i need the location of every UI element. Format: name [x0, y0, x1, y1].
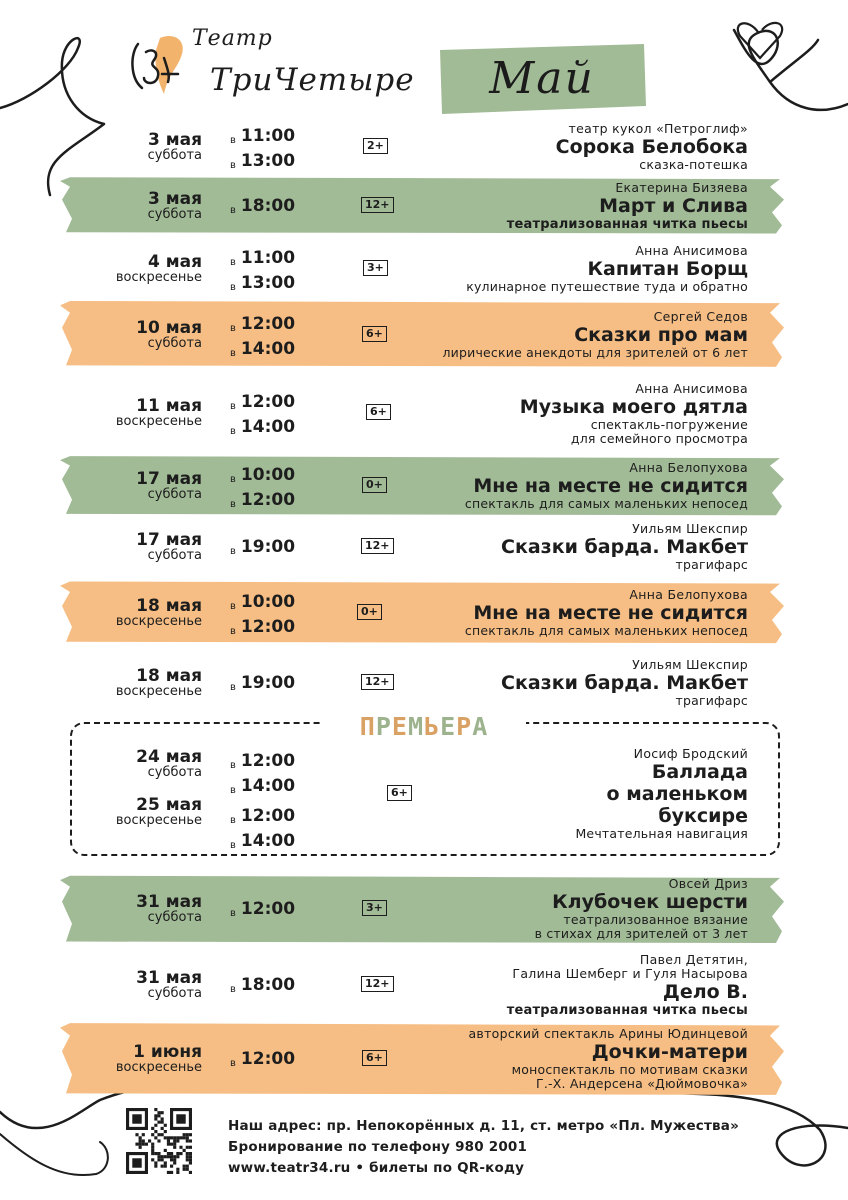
event-info	[228, 1027, 748, 1091]
event-weekday: суббота	[147, 336, 202, 351]
event-title: Сорока Белобока	[555, 136, 748, 158]
time-prefix: в	[230, 626, 236, 637]
age-rating-badge: 6+	[366, 404, 391, 420]
event-description: моноспектакль по мотивам сказки	[511, 1062, 748, 1077]
time-value: 10:00	[240, 465, 296, 485]
time-value: 14:00	[240, 339, 296, 359]
event-day	[70, 319, 202, 351]
premiere-letter: Р	[456, 712, 473, 741]
age-rating-badge: 3+	[362, 900, 387, 916]
event-date: 25 мая	[136, 795, 202, 815]
time-prefix: в	[230, 348, 236, 359]
event-info	[228, 658, 748, 708]
event-weekday: суббота	[147, 910, 202, 925]
age-rating-badge: 12+	[361, 674, 394, 690]
event-day	[70, 969, 202, 1001]
time-prefix: в	[230, 160, 236, 171]
time-prefix: в	[230, 1058, 236, 1069]
time-prefix: в	[230, 682, 236, 693]
footer-address: Наш адрес: пр. Непокорённых д. 11, ст. метро «Пл. Мужества»	[228, 1118, 739, 1134]
event-author: Овсей Дриз	[668, 876, 748, 891]
time-value: 14:00	[240, 831, 296, 851]
event-title: о маленьком	[606, 783, 748, 805]
event-weekday: суббота	[147, 548, 202, 563]
event-info	[228, 244, 748, 294]
time-value: 14:00	[240, 776, 296, 796]
time-value: 13:00	[240, 273, 296, 293]
event-description: сказка-потешка	[639, 157, 748, 172]
time-value: 12:00	[240, 617, 296, 637]
event-day	[70, 667, 202, 699]
time-value: 10:00	[240, 592, 296, 612]
event-title: Мне на месте не сидится	[473, 475, 748, 497]
time-value: 18:00	[240, 196, 296, 216]
event-date: 31 мая	[136, 968, 202, 988]
event-title: Дело В.	[662, 980, 748, 1003]
event-info	[228, 382, 748, 446]
time-prefix: в	[230, 546, 236, 557]
premiere-letter: Р	[375, 712, 392, 741]
time-value: 12:00	[240, 751, 296, 771]
premiere-frame	[70, 722, 780, 856]
time-prefix: в	[230, 205, 236, 216]
event-day	[70, 470, 202, 502]
time-prefix: в	[230, 840, 236, 851]
time-prefix: в	[230, 815, 236, 826]
premiere-letter: Ь	[424, 712, 441, 741]
age-rating-badge: 6+	[362, 326, 387, 342]
event-day	[70, 253, 202, 285]
event-title: Сказки про мам	[574, 324, 748, 346]
event-info	[228, 877, 748, 941]
event-description: лирические анекдоты для зрителей от 6 лет	[442, 345, 748, 360]
event-description: театрализованная читка пьесы	[506, 216, 748, 232]
time-value: 12:00	[240, 392, 296, 412]
event-row	[0, 518, 848, 576]
event-row	[0, 380, 848, 446]
age-rating-badge: 3+	[363, 260, 388, 276]
event-row	[0, 298, 848, 372]
time-prefix: в	[230, 135, 236, 146]
event-date: 24 мая	[136, 747, 202, 767]
age-rating-badge: 0+	[357, 604, 382, 620]
event-weekday: воскресенье	[115, 684, 202, 699]
event-description: театрализованное вязание	[563, 912, 748, 927]
event-weekday: суббота	[147, 765, 202, 780]
time-prefix: в	[230, 323, 236, 334]
event-title: Сказки барда. Макбет	[501, 536, 748, 558]
event-day	[70, 131, 202, 163]
event-description: спектакль для самых маленьких непосед	[464, 623, 748, 638]
footer-website[interactable]: www.teatr34.ru • билеты по QR-коду	[228, 1160, 525, 1176]
premiere-letter: П	[359, 712, 376, 741]
event-weekday: суббота	[147, 148, 202, 163]
time-prefix: в	[230, 984, 236, 995]
event-description: для семейного просмотра	[570, 431, 748, 446]
time-prefix: в	[230, 908, 236, 919]
event-description: Г.-Х. Андерсена «Дюймовочка»	[536, 1076, 748, 1091]
event-title: Дочки-матери	[591, 1041, 748, 1063]
time-prefix: в	[230, 282, 236, 293]
logo-mark-icon	[124, 30, 192, 98]
event-date: 4 мая	[147, 252, 202, 272]
event-title: Мне на месте не сидится	[473, 602, 748, 624]
premiere-letter: Е	[391, 712, 408, 741]
event-description: спектакль для самых маленьких непосед	[464, 496, 748, 511]
event-title: Музыка моего дятла	[519, 396, 748, 418]
time-prefix: в	[230, 601, 236, 612]
event-info	[228, 588, 748, 638]
time-prefix: в	[230, 474, 236, 485]
age-rating-badge: 12+	[361, 976, 394, 992]
time-prefix: в	[230, 760, 236, 771]
event-date: 3 мая	[147, 189, 202, 209]
premiere-label	[322, 712, 526, 742]
event-author: Анна Белопухова	[629, 587, 748, 602]
event-row	[0, 950, 848, 1020]
time-prefix: в	[230, 401, 236, 412]
time-prefix: в	[230, 785, 236, 796]
qr-code-icon[interactable]	[126, 1108, 192, 1174]
event-title: Капитан Борщ	[587, 258, 748, 280]
event-info	[228, 310, 748, 360]
event-author: Уильям Шекспир	[632, 521, 748, 536]
event-description: театрализованная читка пьесы	[506, 1002, 748, 1018]
event-row	[0, 240, 848, 298]
time-value: 12:00	[240, 899, 296, 919]
premiere-letter: Е	[440, 712, 457, 741]
time-value: 12:00	[240, 490, 296, 510]
age-rating-badge: 6+	[362, 1050, 387, 1066]
event-author: Уильям Шекспир	[632, 657, 748, 672]
event-day	[70, 397, 202, 429]
event-description: в стихах для зрителей от 3 лет	[534, 926, 748, 941]
age-rating-badge: 12+	[361, 538, 394, 554]
event-date: 10 мая	[136, 318, 202, 338]
time-value: 19:00	[240, 673, 296, 693]
event-weekday: суббота	[147, 986, 202, 1001]
event-author: Анна Анисимова	[635, 381, 748, 396]
event-description: трагифарс	[675, 693, 748, 708]
logo-word-big: ТриЧетыре	[210, 62, 415, 98]
age-rating-badge: 12+	[361, 197, 394, 213]
event-author: авторский спектакль Арины Юдинцевой	[468, 1026, 748, 1041]
event-row	[0, 118, 848, 176]
event-info	[228, 953, 748, 1018]
time-value: 12:00	[240, 1049, 296, 1069]
month-title: Май	[489, 53, 595, 104]
age-rating-badge: 2+	[363, 138, 388, 154]
event-author: Павел Детятин,	[639, 951, 748, 967]
time-value: 11:00	[240, 126, 296, 146]
event-date: 18 мая	[136, 596, 202, 616]
event-title: Баллада	[651, 761, 748, 783]
event-weekday: суббота	[147, 207, 202, 222]
event-description: кулинарное путешествие туда и обратно	[466, 279, 748, 294]
event-info	[228, 522, 748, 572]
theatre-logo	[124, 24, 424, 108]
premiere-letter: М	[407, 712, 424, 741]
event-title: Сказки барда. Макбет	[501, 672, 748, 694]
footer-phone: Бронирование по телефону 980 2001	[228, 1139, 528, 1155]
event-date: 3 мая	[147, 130, 202, 150]
event-date: 11 мая	[136, 396, 202, 416]
time-prefix: в	[230, 499, 236, 510]
event-day	[70, 1043, 202, 1075]
event-date: 1 июня	[133, 1042, 202, 1062]
event-info	[228, 461, 748, 511]
time-value: 13:00	[240, 151, 296, 171]
event-weekday: воскресенье	[115, 813, 202, 828]
premiere-letter: А	[472, 712, 489, 741]
time-value: 18:00	[240, 975, 296, 995]
event-date: 17 мая	[136, 469, 202, 489]
event-row	[0, 872, 848, 946]
event-weekday: воскресенье	[115, 614, 202, 629]
event-row	[0, 1020, 848, 1098]
time-value: 14:00	[240, 417, 296, 437]
time-value: 11:00	[240, 248, 296, 268]
event-title: Март и Слива	[599, 194, 748, 217]
event-date: 18 мая	[136, 666, 202, 686]
event-day	[70, 597, 202, 629]
event-description: Галина Шемберг и Гуля Насырова	[512, 965, 748, 981]
time-value: 12:00	[240, 314, 296, 334]
event-day	[70, 531, 202, 563]
event-title: Клубочек шерсти	[552, 891, 748, 913]
event-info	[228, 181, 748, 232]
event-row	[0, 174, 848, 238]
event-author: Сергей Седов	[653, 309, 748, 324]
event-day	[70, 893, 202, 925]
event-author: Екатерина Бизяева	[615, 179, 748, 195]
event-date: 17 мая	[136, 530, 202, 550]
event-row	[0, 578, 848, 648]
event-weekday: воскресенье	[115, 1060, 202, 1075]
age-rating-badge: 0+	[362, 477, 387, 493]
footer-contacts	[228, 1116, 739, 1179]
event-title: буксире	[658, 805, 748, 827]
event-weekday: воскресенье	[115, 414, 202, 429]
event-weekday: воскресенье	[115, 270, 202, 285]
event-description: спектакль-погружение	[590, 417, 748, 432]
time-prefix: в	[230, 426, 236, 437]
time-prefix: в	[230, 257, 236, 268]
event-description: трагифарс	[675, 557, 748, 572]
event-author: Анна Анисимова	[635, 243, 748, 258]
event-weekday: суббота	[147, 487, 202, 502]
age-rating-badge: 6+	[387, 785, 412, 801]
time-value: 12:00	[240, 806, 296, 826]
event-author: Иосиф Бродский	[633, 746, 748, 761]
time-value: 19:00	[240, 537, 296, 557]
event-author: Анна Белопухова	[629, 460, 748, 475]
logo-word-small: Театр	[192, 26, 273, 51]
event-row	[0, 452, 848, 520]
event-author: театр кукол «Петроглиф»	[568, 121, 748, 136]
event-info	[228, 122, 748, 172]
event-date: 31 мая	[136, 892, 202, 912]
event-row	[0, 654, 848, 712]
event-description: Мечтательная навигация	[575, 826, 748, 841]
event-day	[70, 190, 202, 222]
